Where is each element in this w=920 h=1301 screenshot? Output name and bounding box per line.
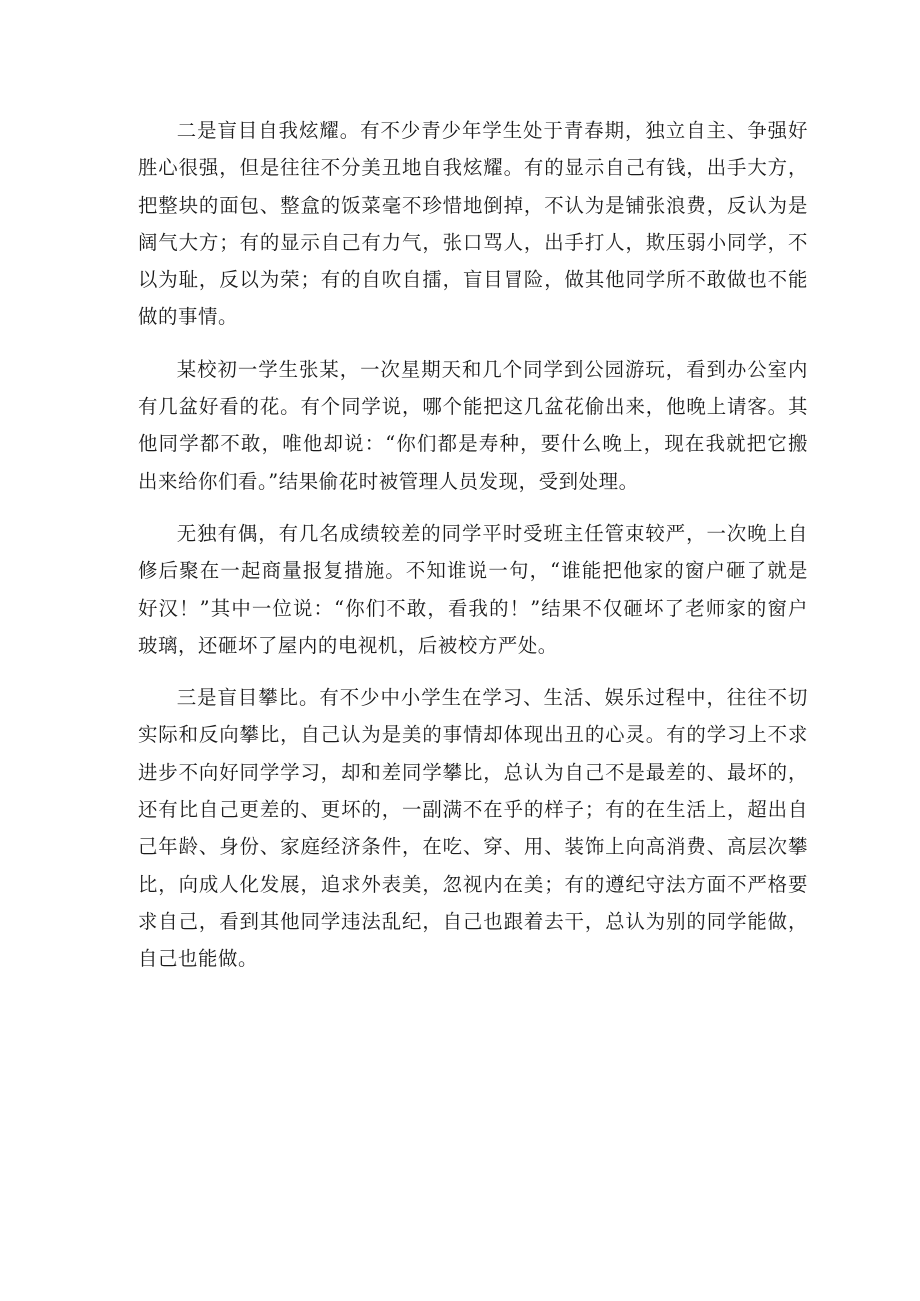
paragraph-blind-comparison: 三是盲目攀比。有不少中小学生在学习、生活、娱乐过程中，往往不切实际和反向攀比，自己认为是美的事情却体现出丑的心灵。有的学习上不求进步不向好同学学习，却和差同学攀比，总认为自己不是最差的、最坏的，还有比自己更差的、更坏的，一副满不在乎的样子；有的在生活上，超出自己年龄、身份、家庭经济条件，在吃、穿、用、装饰上向高消费、高层次攀比，向成人化发展，追求外表美，忽视内在美；有的遵纪守法方面不严格要求自己，看到其他同学违法乱纪，自己也跟着去干，总认为别的同学能做，自己也能做。 xyxy=(138,686,808,971)
document-body xyxy=(138,112,808,993)
paragraph-showing-off: 二是盲目自我炫耀。有不少青少年学生处于青春期，独立自主、争强好胜心很强，但是往往不分美丑地自我炫耀。有的显示自己有钱，出手大方，把整块的面包、整盒的饭菜毫不珍惜地倒掉，不认为是铺张浪费，反认为是阔气大方；有的显示自己有力气，张口骂人，出手打人，欺压弱小同学，不以为耻，反以为荣；有的自吹自擂，盲目冒险，做其他同学所不敢做也不能做的事情。 xyxy=(138,119,808,329)
paragraph-window-smashing-story: 无独有偶，有几名成绩较差的同学平时受班主任管束较严，一次晚上自修后聚在一起商量报复措施。不知谁说一句，“谁能把他家的窗户砸了就是好汉！”其中一位说：“你们不敢，看我的！”结果不仅砸坏了老师家的窗户玻璃，还砸坏了屋内的电视机，后被校方严处。 xyxy=(138,521,808,657)
paragraph-flower-theft-story: 某校初一学生张某，一次星期天和几个同学到公园游玩，看到办公室内有几盆好看的花。有个同学说，哪个能把这几盆花偷出来，他晚上请客。其他同学都不敢，唯他却说：“你们都是寿种，要什么晚上，现在我就把它搬出来给你们看。”结果偷花时被管理人员发现，受到处理。 xyxy=(138,357,808,493)
